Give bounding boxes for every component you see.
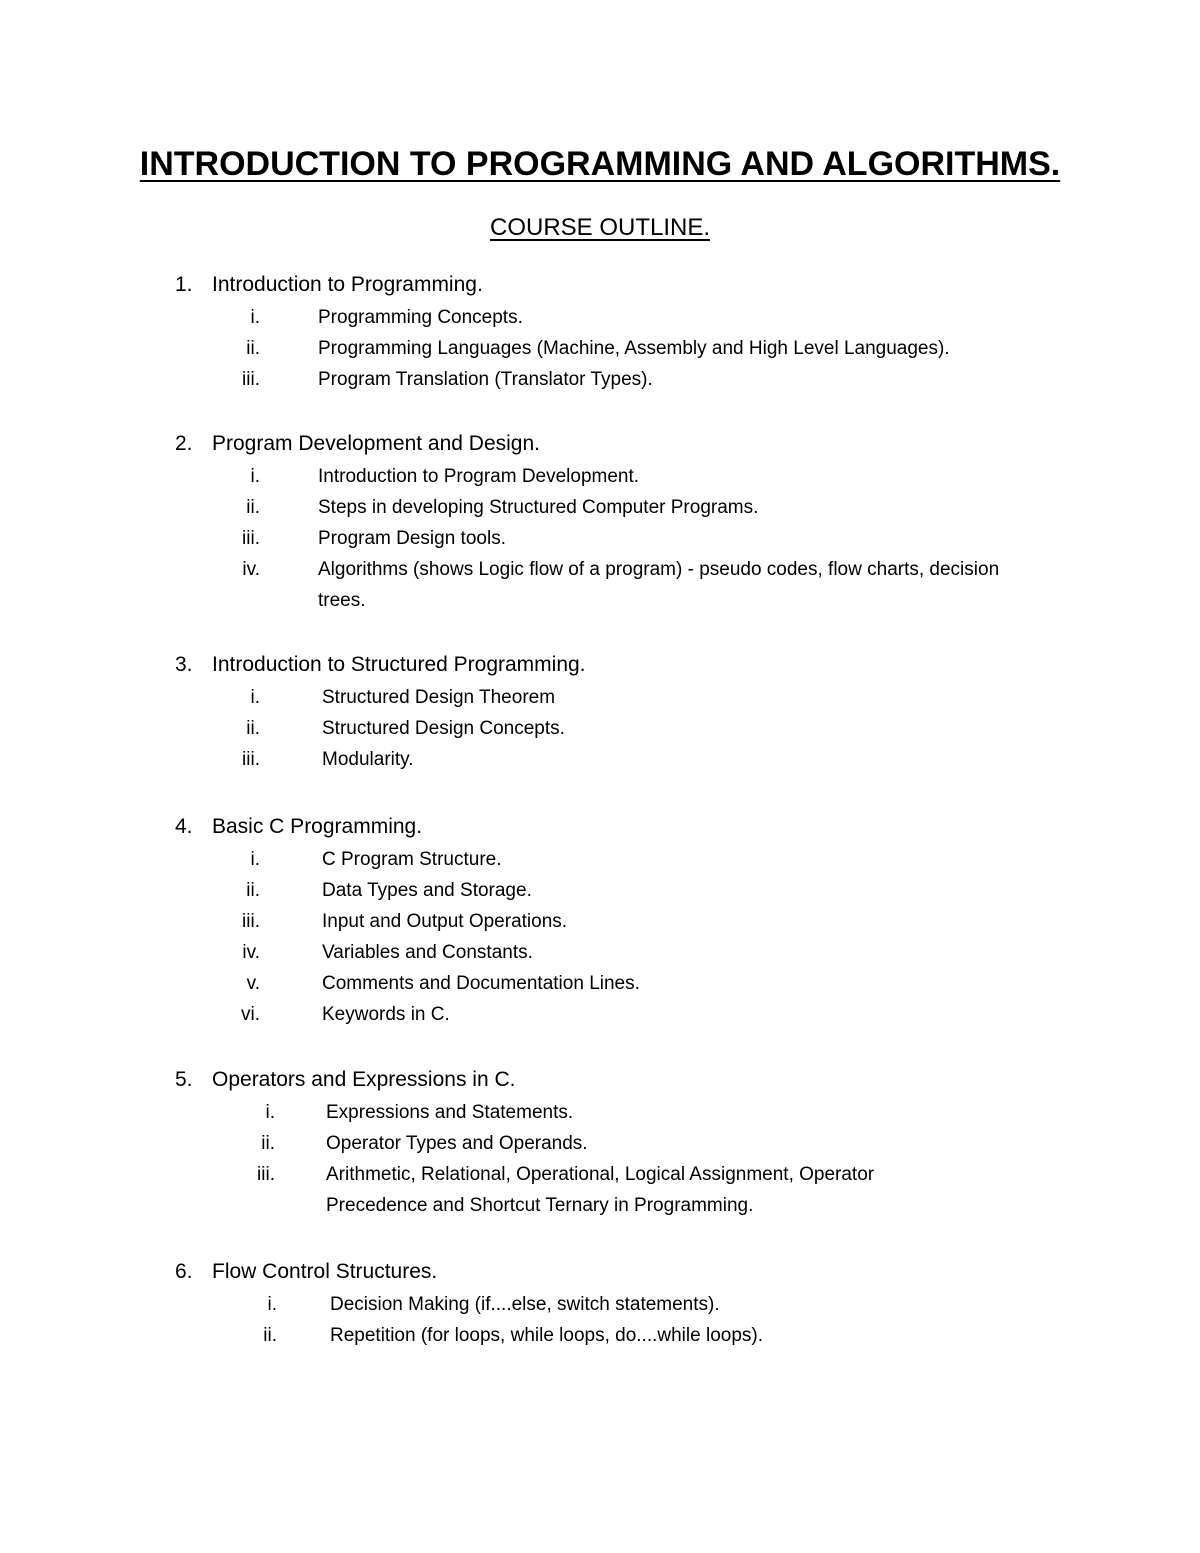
topic-number: ii. [246, 497, 260, 518]
topic-item [0, 1320, 1200, 1351]
topic-number: i. [265, 1102, 275, 1123]
topic-item [0, 744, 1200, 775]
topic-number: iii. [257, 1164, 275, 1185]
topic-item [0, 333, 1200, 364]
topic-number: ii. [246, 718, 260, 739]
document-subtitle: COURSE OUTLINE. [489, 214, 711, 241]
topic-text: Programming Concepts. [318, 307, 523, 328]
section-number: 1. [175, 273, 193, 296]
section-number: 6. [175, 1260, 193, 1283]
topic-item [0, 461, 1200, 492]
section-title: Flow Control Structures. [212, 1260, 438, 1283]
topic-item [0, 1289, 1200, 1320]
topic-number: iii. [242, 369, 260, 390]
topic-text: Decision Making (if....else, switch statements). [330, 1294, 720, 1315]
topic-number: ii. [246, 338, 260, 359]
topic-item [0, 1097, 1200, 1128]
section-heading [0, 1063, 1200, 1097]
topic-text: Variables and Constants. [322, 942, 533, 963]
topic-text: Programming Languages (Machine, Assembly and High Level Languages). [318, 338, 950, 359]
topic-text: Operator Types and Operands. [326, 1133, 588, 1154]
topic-item [0, 844, 1200, 875]
outline-section-6 [0, 1255, 1200, 1351]
topic-item [0, 875, 1200, 906]
topic-item [0, 906, 1200, 937]
topic-text: Steps in developing Structured Computer Programs. [318, 497, 759, 518]
outline-section-5 [0, 1063, 1200, 1221]
topic-text: Program Design tools. [318, 528, 506, 549]
section-number: 3. [175, 653, 193, 676]
topic-number: i. [267, 1294, 277, 1315]
section-heading [0, 648, 1200, 682]
section-number: 5. [175, 1068, 193, 1091]
outline-section-1 [0, 268, 1200, 395]
topic-text: C Program Structure. [322, 849, 502, 870]
section-heading [0, 1255, 1200, 1289]
topic-number: iii. [242, 528, 260, 549]
topic-text: Input and Output Operations. [322, 911, 568, 932]
topic-number: iii. [242, 749, 260, 770]
section-title: Program Development and Design. [212, 432, 541, 455]
topic-text: Data Types and Storage. [322, 880, 532, 901]
section-heading [0, 268, 1200, 302]
outline-section-2 [0, 427, 1200, 616]
section-heading [0, 427, 1200, 461]
topic-number: ii. [246, 880, 260, 901]
topic-item [0, 713, 1200, 744]
topic-text: Structured Design Theorem [322, 687, 556, 708]
section-title: Operators and Expressions in C. [212, 1068, 516, 1091]
topic-number: i. [250, 307, 260, 328]
topic-number: i. [250, 466, 260, 487]
topic-item [0, 682, 1200, 713]
topic-number: iv. [242, 559, 260, 580]
topic-number: v. [246, 973, 260, 994]
outline-section-4 [0, 810, 1200, 1030]
section-heading [0, 810, 1200, 844]
topic-item [0, 302, 1200, 333]
topic-item [0, 1159, 1200, 1221]
topic-item [0, 937, 1200, 968]
section-number: 4. [175, 815, 193, 838]
topic-text: Structured Design Concepts. [322, 718, 565, 739]
topic-item [0, 968, 1200, 999]
topic-item [0, 523, 1200, 554]
topic-number: ii. [261, 1133, 275, 1154]
topic-text: Keywords in C. [322, 1004, 450, 1025]
topic-item [0, 1128, 1200, 1159]
topic-text: Repetition (for loops, while loops, do....while loops). [330, 1325, 764, 1346]
topic-item [0, 364, 1200, 395]
topic-number: vi. [241, 1004, 260, 1025]
document-title: INTRODUCTION TO PROGRAMMING AND ALGORITHMS. [139, 145, 1061, 183]
topic-text: Arithmetic, Relational, Operational, Logical Assignment, Operator Precedence and Shortcut Ternary in Programming. [326, 1164, 875, 1216]
outline-section-3 [0, 648, 1200, 775]
topic-item [0, 492, 1200, 523]
topic-text: Comments and Documentation Lines. [322, 973, 640, 994]
topic-number: iv. [242, 942, 260, 963]
topic-text: Algorithms (shows Logic flow of a program) - pseudo codes, flow charts, decision trees. [318, 559, 1000, 611]
topic-item [0, 999, 1200, 1030]
topic-number: i. [250, 687, 260, 708]
section-title: Basic C Programming. [212, 815, 423, 838]
topic-text: Introduction to Program Development. [318, 466, 640, 487]
topic-number: iii. [242, 911, 260, 932]
section-title: Introduction to Structured Programming. [212, 653, 586, 676]
topic-text: Program Translation (Translator Types). [318, 369, 653, 390]
topic-text: Modularity. [322, 749, 414, 770]
section-title: Introduction to Programming. [212, 273, 483, 296]
section-number: 2. [175, 432, 193, 455]
topic-number: ii. [263, 1325, 277, 1346]
topic-number: i. [250, 849, 260, 870]
topic-text: Expressions and Statements. [326, 1102, 574, 1123]
topic-item [0, 554, 1200, 616]
